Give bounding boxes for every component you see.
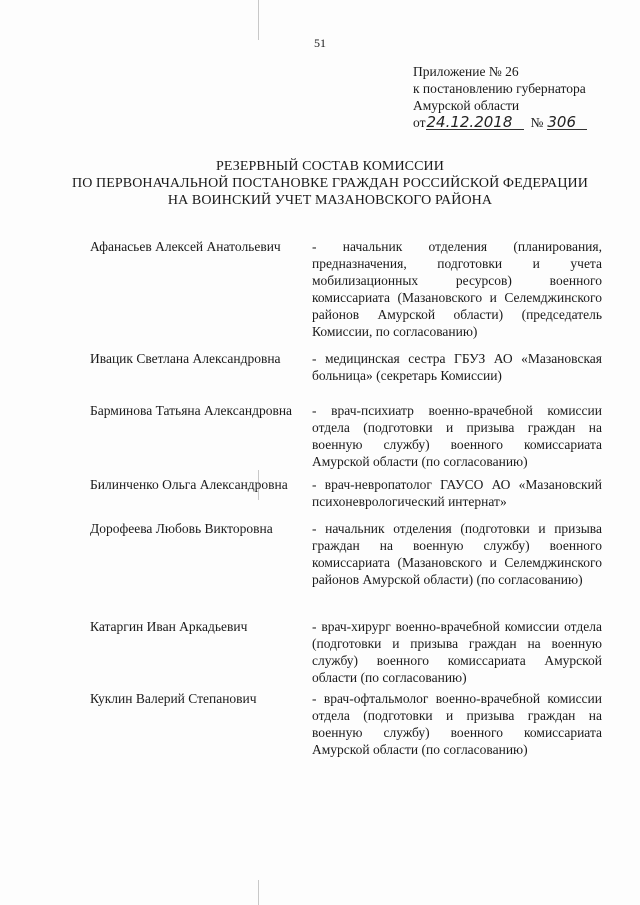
handwritten-number: 306	[547, 115, 587, 130]
appendix-resolution: к постановлению губернатора	[413, 81, 586, 96]
member-name: Куклин Валерий Степанович	[90, 691, 257, 706]
member-role: - врач-хирург военно-врачебной комиссии отдела (подготовки и призыва граждан на военную службу) военного комиссариата Амурской области (по согласованию)	[312, 619, 602, 685]
date-prefix: от	[413, 115, 426, 130]
roster-entry	[90, 520, 602, 588]
document-title	[40, 158, 620, 209]
member-role: - врач-офтальмолог военно-врачебной комиссии отдела (подготовки и призыва граждан на военную службу) военного комиссариата Амурской области (по согласованию)	[312, 691, 602, 757]
scan-artifact-line	[258, 0, 259, 40]
member-role: - врач-невропатолог ГАУСО АО «Мазановский психоневрологический интернат»	[312, 477, 602, 509]
member-name: Афанасьев Алексей Анатольевич	[90, 239, 281, 254]
appendix-date-number-line	[413, 114, 628, 131]
appendix-title: Приложение № 26	[413, 64, 519, 79]
member-name: Барминова Татьяна Александровна	[90, 403, 293, 418]
handwritten-date: 24.12.2018	[426, 115, 524, 130]
roster-entry	[90, 238, 602, 340]
title-line-1: РЕЗЕРВНЫЙ СОСТАВ КОМИССИИ	[216, 159, 444, 174]
member-name: Катаргин Иван Аркадьевич	[90, 619, 248, 634]
member-role: - начальник отделения (планирования, предназначения, подготовки и учета мобилизационных ресурсов) военного комиссариата (Мазановского и Селемджинского районов Амурской области) (председатель Комиссии, по согласованию)	[312, 239, 602, 339]
roster-entry	[90, 618, 602, 686]
member-name: Ивацик Светлана Александровна	[90, 351, 281, 366]
title-line-3: НА ВОИНСКИЙ УЧЕТ МАЗАНОВСКОГО РАЙОНА	[167, 193, 493, 208]
member-name: Билинченко Ольга Александровна	[90, 477, 288, 492]
roster-entry	[90, 402, 602, 470]
page-number: 51	[314, 36, 326, 50]
roster-entry	[90, 690, 602, 758]
roster-entry	[90, 476, 602, 510]
appendix-header	[413, 63, 628, 131]
number-prefix: №	[530, 115, 544, 130]
member-role: - начальник отделения (подготовки и призыва граждан на военную службу) военного комиссариата (Мазановского и Селемджинского районов Амурской области) (по согласованию)	[312, 521, 602, 587]
commission-roster	[90, 238, 602, 757]
member-name: Дорофеева Любовь Викторовна	[90, 521, 273, 536]
member-role: - врач-психиатр военно-врачебной комиссии отдела (подготовки и призыва граждан на военную службу) военного комиссариата Амурской области (по согласованию)	[312, 403, 602, 469]
title-line-2: ПО ПЕРВОНАЧАЛЬНОЙ ПОСТАНОВКЕ ГРАЖДАН РОССИЙСКОЙ ФЕДЕРАЦИИ	[72, 176, 588, 191]
member-role: - медицинская сестра ГБУЗ АО «Мазановская больница» (секретарь Комиссии)	[312, 351, 602, 383]
scan-artifact-line	[258, 880, 259, 905]
appendix-region: Амурской области	[413, 98, 520, 113]
roster-entry	[90, 350, 602, 384]
